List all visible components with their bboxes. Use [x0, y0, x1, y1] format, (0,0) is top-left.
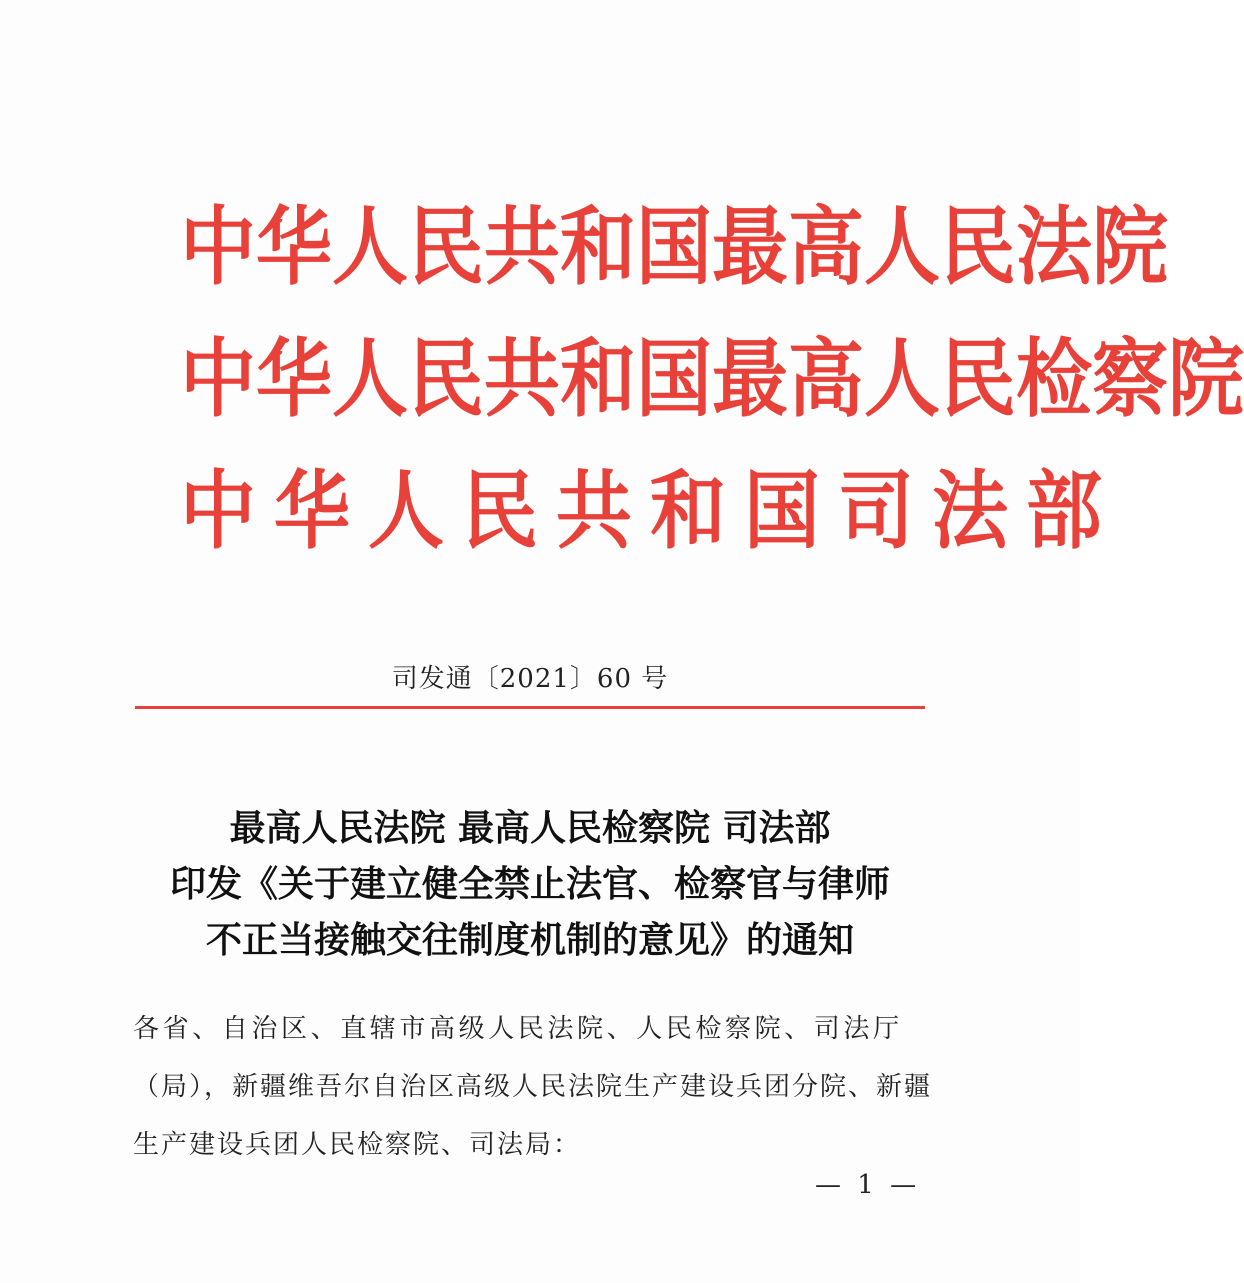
issuer-ministry-of-justice: 中华人民共和国司法部 [180, 461, 1120, 561]
document-title [0, 800, 1060, 968]
page-number: — 1 — [815, 1170, 921, 1200]
document-number: 司发通〔2021〕60 号 [391, 664, 669, 694]
issuer-supreme-procuratorate: 中华人民共和国最高人民检察院 [180, 329, 1244, 429]
red-divider-line [135, 706, 925, 709]
salutation-line-2: （局），新疆维吾尔自治区高级人民法院生产建设兵团分院、新疆 [133, 1072, 933, 1102]
title-line-3: 不正当接触交往制度机制的意见》的通知 [205, 919, 854, 961]
salutation-line-1: 各省、自治区、直辖市高级人民法院、人民检察院、司法厅 [133, 1014, 903, 1044]
salutation-line-3: 生产建设兵团人民检察院、司法局： [133, 1130, 582, 1160]
issuer-supreme-court: 中华人民共和国最高人民法院 [180, 197, 1168, 297]
issuer-header [180, 197, 1244, 601]
salutation-paragraph [133, 1000, 933, 1174]
title-line-2: 印发《关于建立健全禁止法官、检察官与律师 [169, 863, 890, 905]
title-line-1: 最高人民法院 最高人民检察院 司法部 [229, 807, 831, 849]
